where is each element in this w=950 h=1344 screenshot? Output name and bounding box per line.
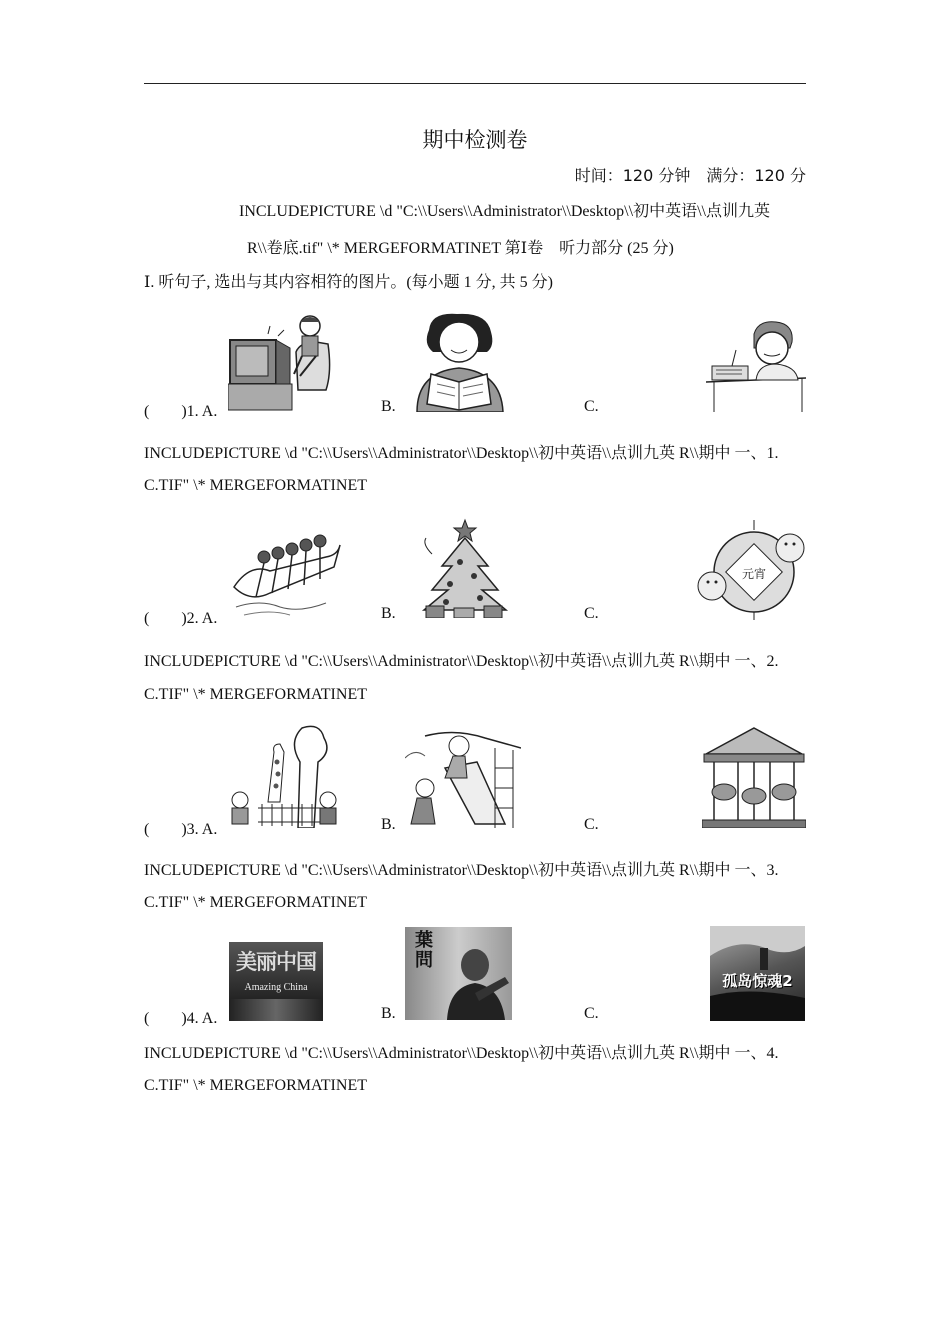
q4-option-c: C.	[584, 1005, 599, 1022]
christmas-tree-image	[420, 518, 510, 618]
poster-amazing-china	[229, 942, 323, 1021]
q1-label: ( )1. A.	[144, 403, 218, 420]
q2-option-b: B.	[381, 605, 396, 622]
q1-include-line1: INCLUDEPICTURE \d "C:\\Users\\Administrator\\Desktop\\初中英语\\点训九英 R\\期中 一、1.	[144, 445, 779, 462]
page-title: 期中检测卷	[422, 128, 528, 152]
header-include-line1: INCLUDEPICTURE \d "C:\\Users\\Administrator\\Desktop\\初中英语\\点训九英	[239, 203, 770, 220]
poster-a-title: 美丽中国	[236, 949, 316, 974]
poster-b-title: 葉問	[415, 930, 433, 971]
tv-watching-image	[228, 312, 338, 412]
time-info: 时间：120 分钟 满分：120 分	[574, 166, 806, 185]
q4-include-line1: INCLUDEPICTURE \d "C:\\Users\\Administrator\\Desktop\\初中英语\\点训九英 R\\期中 一、4.	[144, 1045, 779, 1062]
poster-far-cry	[710, 926, 805, 1021]
q3-include-line1: INCLUDEPICTURE \d "C:\\Users\\Administrator\\Desktop\\初中英语\\点训九英 R\\期中 一、3.	[144, 862, 779, 879]
lantern-image	[694, 520, 808, 620]
ip-man-figure-icon	[435, 937, 511, 1020]
q3-label: ( )3. A.	[144, 821, 218, 838]
q1-include-line2: C.TIF" \* MERGEFORMATINET	[144, 477, 367, 494]
q3-include-line2: C.TIF" \* MERGEFORMATINET	[144, 894, 367, 911]
q1-option-c: C.	[584, 398, 599, 415]
q2-label: ( )2. A.	[144, 610, 218, 627]
zoo-giraffe-image	[228, 722, 340, 828]
q4-option-b: B.	[381, 1005, 396, 1022]
q2-option-c: C.	[584, 605, 599, 622]
poster-c-title: 孤岛惊魂2	[722, 972, 793, 990]
section-heading: Ⅰ. 听句子, 选出与其内容相符的图片。(每小题 1 分, 共 5 分)	[144, 274, 553, 291]
header-include-line2: R\\卷底.tif" \* MERGEFORMATINET 第Ⅰ卷 听力部分 (25 分)	[247, 240, 674, 257]
top-rule	[144, 83, 806, 84]
carousel-image	[702, 726, 806, 828]
slide-playground-image	[405, 728, 521, 828]
q4-label: ( )4. A.	[144, 1010, 218, 1027]
q2-include-line1: INCLUDEPICTURE \d "C:\\Users\\Administrator\\Desktop\\初中英语\\点训九英 R\\期中 一、2.	[144, 653, 779, 670]
dragon-boat-image	[230, 527, 342, 617]
q3-option-c: C.	[584, 816, 599, 833]
poster-ip-man	[405, 927, 512, 1020]
q2-include-line2: C.TIF" \* MERGEFORMATINET	[144, 686, 367, 703]
reading-book-image	[407, 312, 511, 412]
lantern-text: 元宵	[741, 567, 767, 581]
q4-include-line2: C.TIF" \* MERGEFORMATINET	[144, 1077, 367, 1094]
poster-a-subtitle: Amazing China	[244, 982, 308, 993]
q1-option-b: B.	[381, 398, 396, 415]
q3-option-b: B.	[381, 816, 396, 833]
listening-radio-image	[706, 320, 808, 412]
